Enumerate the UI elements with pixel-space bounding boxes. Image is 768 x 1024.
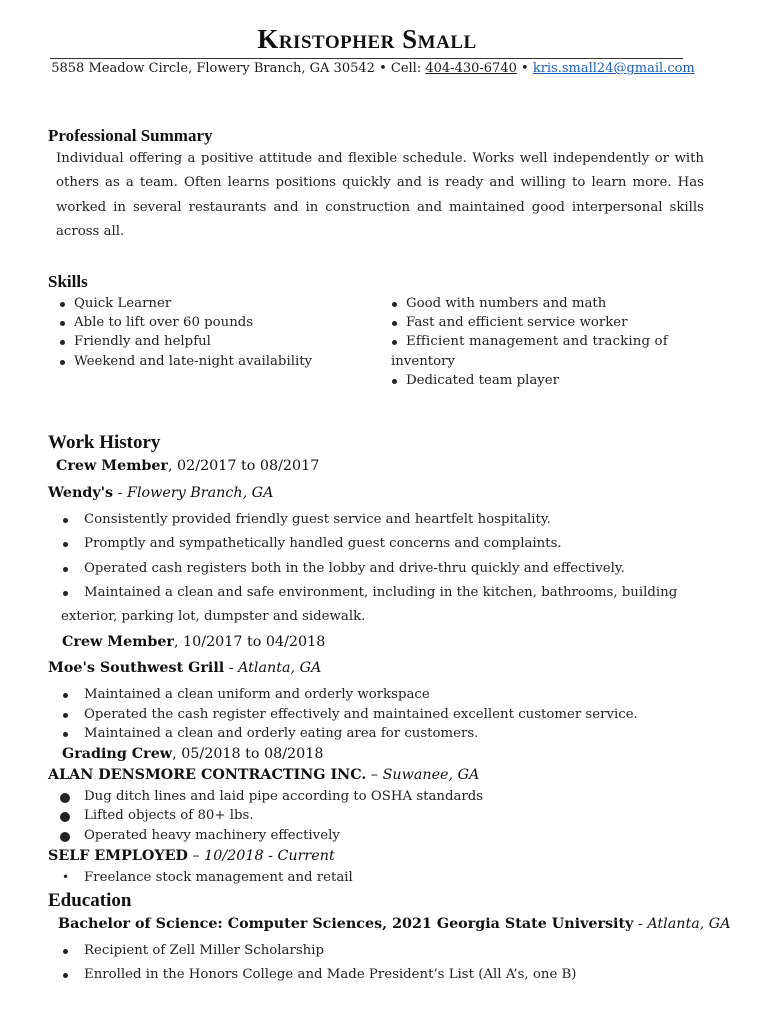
employer-line: [48, 767, 479, 783]
employer-separator: –: [366, 767, 383, 783]
skill-item: Dedicated team player: [406, 373, 560, 388]
separator-dot: •: [379, 61, 387, 76]
job-bullet: Lifted objects of 80+ lbs.: [84, 808, 254, 823]
job-title: Crew Member: [56, 458, 168, 474]
job-bullet: Operated the cash register effectively and maintained excellent customer service.: [84, 707, 638, 722]
school-location: Atlanta, GA: [647, 916, 731, 932]
job-dates: , 05/2018 to 08/2018: [172, 746, 324, 762]
education-bullet: Enrolled in the Honors College and Made President’s List (All A’s, one B): [84, 967, 577, 982]
skill-item: Good with numbers and math: [406, 296, 607, 311]
job-bullet: Operated cash registers both in the lobby and drive-thru quickly and effectively.: [84, 561, 625, 576]
job-dates: , 02/2017 to 08/2017: [167, 458, 320, 474]
employer-line: [48, 848, 335, 864]
employer-line: [48, 660, 321, 676]
cell-label: Cell:: [390, 61, 422, 76]
skill-item: Able to lift over 60 pounds: [74, 315, 254, 330]
phone-link[interactable]: 404-430-6740: [425, 61, 517, 76]
degree: Bachelor of Science: Computer Sciences, 2021 Georgia State University: [58, 916, 634, 932]
job-bullet-continuation: exterior, parking lot, dumpster and sidewalk.: [61, 609, 366, 624]
job-bullet: Maintained a clean and safe environment, including in the kitchen, bathrooms, building: [84, 585, 678, 600]
skill-item: Quick Learner: [74, 296, 172, 311]
job-bullet: Maintained a clean uniform and orderly workspace: [84, 687, 430, 702]
employer-separator: -: [113, 485, 128, 501]
job-title: Grading Crew: [62, 746, 173, 762]
job-bullet: [62, 870, 353, 885]
skill-item: Efficient management and tracking of: [406, 334, 668, 349]
email-link[interactable]: kris.small24@gmail.com: [532, 61, 695, 76]
job-bullet: Dug ditch lines and laid pipe according to OSHA standards: [84, 789, 484, 804]
employer-name: SELF EMPLOYED: [48, 848, 188, 864]
education-bullet: Recipient of Zell Miller Scholarship: [84, 943, 324, 958]
job-title-line: [62, 634, 325, 650]
employer-line: [48, 485, 273, 501]
job-bullet: Operated heavy machinery effectively: [84, 828, 340, 843]
skills-heading: Skills: [48, 272, 88, 291]
employer-location: Flowery Branch, GA: [127, 485, 274, 501]
job-title: Crew Member: [62, 634, 174, 650]
employer-name: Wendy's: [48, 485, 114, 501]
job-bullet: Promptly and sympathetically handled guest concerns and complaints.: [84, 536, 562, 551]
employer-name: Moe's Southwest Grill: [48, 660, 225, 676]
separator-dot: •: [521, 61, 529, 76]
summary-text: Individual offering a positive attitude and flexible schedule. Works well independently or with others as a team. Often learns positions quickly and is ready and willing to learn more. Has worked in several restaurants and in construction and maintained good interpersonal skills across all.: [56, 151, 704, 239]
contact-line: [0, 61, 746, 76]
bullet-icon: •: [62, 870, 70, 884]
job-bullet: Consistently provided friendly guest service and heartfelt hospitality.: [84, 512, 551, 527]
job-title-line: [62, 746, 323, 762]
degree-separator: -: [633, 916, 648, 932]
degree-line: [58, 916, 731, 932]
skill-item-continuation: inventory: [391, 354, 455, 369]
address: 5858 Meadow Circle, Flowery Branch, GA 30542: [51, 61, 375, 76]
job-title-line: [56, 458, 319, 474]
job-dates: , 10/2017 to 04/2018: [173, 634, 326, 650]
employer-name: ALAN DENSMORE CONTRACTING INC.: [48, 767, 367, 783]
skill-item: Weekend and late-night availability: [74, 354, 313, 369]
employer-location: Atlanta, GA: [238, 660, 322, 676]
summary-heading: Professional Summary: [48, 126, 213, 145]
employer-separator: –: [187, 848, 205, 864]
employment-dates: 10/2018 - Current: [204, 848, 335, 864]
employer-separator: -: [224, 660, 239, 676]
header-divider: [50, 58, 683, 59]
skill-item: Fast and efficient service worker: [406, 315, 628, 330]
applicant-name: Kristopher Small: [257, 24, 477, 54]
job-bullet: Maintained a clean and orderly eating area for customers.: [84, 726, 479, 741]
skill-item: Friendly and helpful: [74, 334, 211, 349]
education-heading: Education: [48, 890, 132, 911]
job-bullet-text: Freelance stock management and retail: [84, 870, 353, 885]
work-history-heading: Work History: [48, 432, 161, 453]
employer-location: Suwanee, GA: [382, 767, 480, 783]
